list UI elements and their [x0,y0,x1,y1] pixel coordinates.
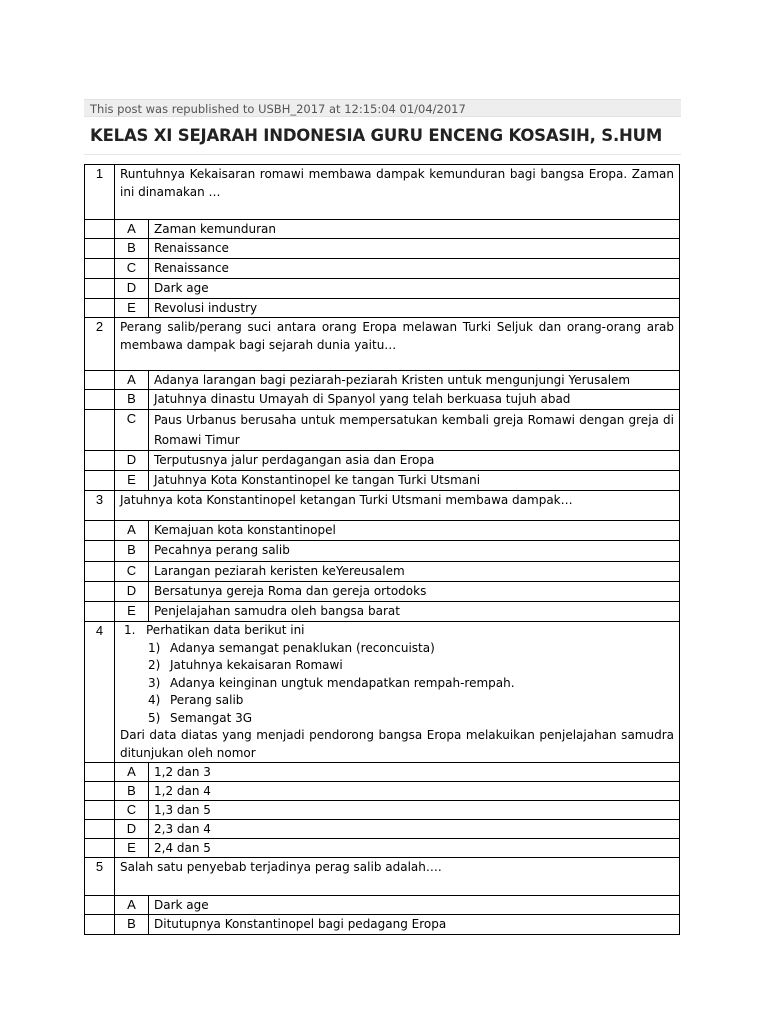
question-number: 3 [85,491,115,521]
data-list [146,640,674,728]
blank-cell [85,410,115,451]
data-item [148,640,674,658]
option-row [85,582,680,602]
page-title: KELAS XI SEJARAH INDONESIA GURU ENCENG KOSASIH, S.HUM [90,126,663,145]
blank-cell [85,562,115,582]
option-row [85,839,680,858]
data-marker: 3) [148,675,161,690]
option-text: Kemajuan kota konstantinopel [149,521,680,541]
blank-cell [85,782,115,801]
republished-note: This post was republished to USBH_2017 at 12:15:04 01/04/2017 [84,99,681,117]
quiz-table [84,164,680,935]
title-divider [84,154,681,155]
option-text: Revolusi industry [149,299,680,318]
blank-cell [85,521,115,541]
option-letter: C [115,562,149,582]
option-text: Zaman kemunduran [149,220,680,239]
question-number: 1 [85,165,115,220]
option-row [85,521,680,541]
data-marker: 4) [148,693,161,707]
option-text: Larangan peziarah keristen keYereusalem [149,562,680,582]
blank-cell [85,839,115,858]
option-row [85,239,680,259]
blank-cell [85,915,115,935]
option-row [85,220,680,239]
blank-cell [85,471,115,491]
option-text: Penjelajahan samudra oleh bangsa barat [149,602,680,622]
option-row [85,896,680,915]
blank-cell [85,299,115,318]
option-text: 1,3 dan 5 [149,801,680,820]
option-row [85,371,680,390]
lead-text: Perhatikan data berikut ini [146,623,305,637]
data-text: Jatuhnya kekaisaran Romawi [170,658,343,672]
lead-marker: 1. [124,623,136,637]
blank-cell [85,896,115,915]
blank-cell [85,390,115,410]
option-text: Renaissance [149,239,680,259]
data-marker: 5) [148,710,161,725]
blank-cell [85,763,115,782]
option-letter: A [115,521,149,541]
option-row [85,763,680,782]
blank-cell [85,451,115,471]
option-letter: D [115,582,149,602]
option-letter: B [115,782,149,801]
option-row [85,279,680,299]
blank-cell [85,582,115,602]
question-text: Jatuhnya kota Konstantinopel ketangan Turki Utsmani membawa dampak… [115,491,680,521]
blank-cell [85,220,115,239]
blank-cell [85,371,115,390]
question-lead [124,622,674,727]
question-number: 4 [85,622,115,763]
blank-cell [85,801,115,820]
option-row [85,915,680,935]
option-text: Dark age [149,896,680,915]
option-text: 1,2 dan 4 [149,782,680,801]
question-tail: Dari data diatas yang menjadi pendorong bangsa Eropa melakuikan penjelajahan samudra ditunjukan oleh nomor [120,728,674,760]
option-row [85,801,680,820]
blank-cell [85,541,115,562]
question-text: Perang salib/perang suci antara orang Eropa melawan Turki Seljuk dan orang-orang arab membawa dampak bagi sejarah dunia yaitu… [115,318,680,371]
data-item [148,675,674,693]
option-text: Bersatunya gereja Roma dan gereja ortodoks [149,582,680,602]
option-letter: D [115,451,149,471]
option-row [85,410,680,451]
option-text: Adanya larangan bagi peziarah-peziarah Kristen untuk mengunjungi Yerusalem [149,371,680,390]
option-letter: C [115,259,149,279]
option-row [85,782,680,801]
question-number: 2 [85,318,115,371]
option-letter: E [115,299,149,318]
option-text: Paus Urbanus berusaha untuk mempersatukan kembali greja Romawi dengan greja di Romawi Timur [149,410,680,451]
option-letter: B [115,541,149,562]
option-letter: E [115,602,149,622]
option-letter: A [115,371,149,390]
question-row [85,858,680,896]
option-letter: B [115,239,149,259]
option-letter: A [115,220,149,239]
blank-cell [85,259,115,279]
question-row [85,318,680,371]
option-text: 1,2 dan 3 [149,763,680,782]
question-row [85,491,680,521]
data-item [148,692,674,710]
option-letter: B [115,390,149,410]
option-letter: A [115,896,149,915]
option-text: Ditutupnya Konstantinopel bagi pedagang Eropa [149,915,680,935]
data-text: Semangat 3G [170,710,253,725]
question-text: Salah satu penyebab terjadinya perag salib adalah…. [115,858,680,896]
question-text: Runtuhnya Kekaisaran romawi membawa dampak kemunduran bagi bangsa Eropa. Zaman ini dinamakan … [115,165,680,220]
option-row [85,602,680,622]
option-text: Terputusnya jalur perdagangan asia dan Eropa [149,451,680,471]
option-row [85,390,680,410]
data-item [148,657,674,675]
blank-cell [85,820,115,839]
option-letter: D [115,279,149,299]
option-letter: C [115,801,149,820]
option-row [85,471,680,491]
data-marker: 2) [148,658,161,672]
question-row [85,622,680,763]
data-text: Adanya keinginan ungtuk mendapatkan rempah-rempah. [170,675,515,690]
blank-cell [85,279,115,299]
question-text [115,622,680,763]
option-letter: A [115,763,149,782]
data-text: Perang salib [170,693,244,707]
option-letter: E [115,839,149,858]
option-text: Pecahnya perang salib [149,541,680,562]
option-row [85,562,680,582]
question-lead-list [120,622,674,727]
data-text: Adanya semangat penaklukan (reconcuista) [170,640,435,655]
option-text: Dark age [149,279,680,299]
blank-cell [85,239,115,259]
option-text: 2,3 dan 4 [149,820,680,839]
option-letter: C [115,410,149,451]
blank-cell [85,602,115,622]
data-item [148,710,674,728]
question-number: 5 [85,858,115,896]
option-text: Jatuhnya dinastu Umayah di Spanyol yang telah berkuasa tujuh abad [149,390,680,410]
option-text: 2,4 dan 5 [149,839,680,858]
option-text: Jatuhnya Kota Konstantinopel ke tangan Turki Utsmani [149,471,680,491]
option-row [85,820,680,839]
option-row [85,451,680,471]
option-letter: B [115,915,149,935]
option-row [85,299,680,318]
question-row [85,165,680,220]
option-letter: D [115,820,149,839]
option-row [85,541,680,562]
option-row [85,259,680,279]
data-marker: 1) [148,640,161,655]
option-letter: E [115,471,149,491]
option-text: Renaissance [149,259,680,279]
